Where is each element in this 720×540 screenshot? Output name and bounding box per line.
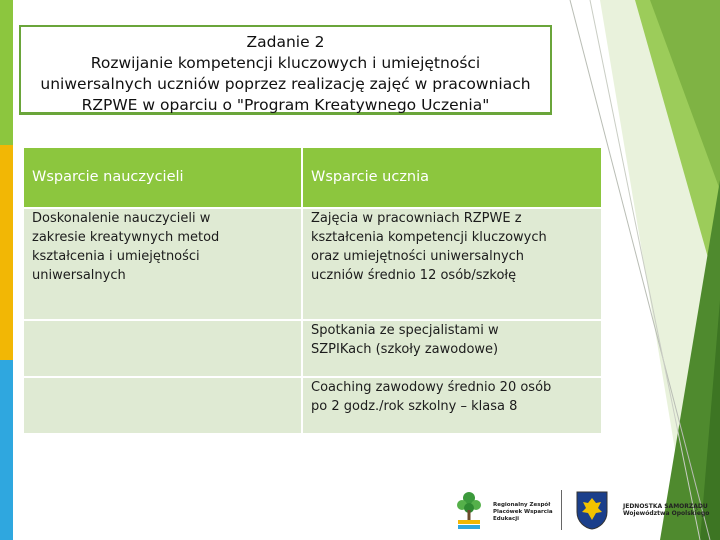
title-line-2: Rozwijanie kompetencji kluczowych i umiejętności — [90, 54, 481, 72]
cell-line: po 2 godz./rok szkolny – klasa 8 — [311, 399, 518, 414]
cell-line: Spotkania ze specjalistami w — [311, 323, 499, 338]
table-header-row — [24, 148, 601, 207]
title-line-1: Zadanie 2 — [246, 33, 325, 51]
cell-line: Coaching zawodowy średnio 20 osób — [311, 380, 552, 395]
support-table — [22, 146, 603, 435]
opolskie-logo-text — [623, 503, 709, 517]
logo-text-line: Placówek Wsparcia — [493, 509, 553, 515]
cell-line: uniwersalnych — [32, 268, 126, 283]
strip-blue-segment — [0, 360, 13, 540]
empty-cell — [24, 321, 301, 376]
cell-line: oraz umiejętności uniwersalnych — [311, 249, 525, 264]
coat-of-arms-icon — [575, 490, 609, 530]
table-row — [24, 378, 601, 433]
strip-green-segment — [0, 0, 13, 145]
cell-line: kształcenia i umiejętności — [32, 249, 200, 264]
header-student-support: Wsparcie ucznia — [303, 148, 601, 207]
table-row — [24, 321, 601, 376]
logo-text-line: JEDNOSTKA SAMORZĄDU — [623, 503, 708, 510]
teacher-training-cell — [24, 209, 301, 319]
empty-cell — [24, 378, 301, 433]
logo-text-line: Regionalny Zespół — [493, 502, 551, 508]
title-line-3: uniwersalnych uczniów poprzez realizację zajęć w pracowniach — [40, 75, 531, 93]
rzpwe-logo-text — [493, 502, 553, 523]
cell-line: SZPIKach (szkoły zawodowe) — [311, 342, 499, 357]
career-coaching-cell — [303, 378, 601, 433]
logo-text-line: Województwa Opolskiego — [623, 510, 710, 517]
title-line-4: RZPWE w oparciu o "Program Kreatywnego Uczenia" — [81, 96, 490, 114]
tree-logo-icon — [455, 490, 483, 530]
cell-line: zakresie kreatywnych metod — [32, 230, 220, 245]
logo-text-line: Edukacji — [493, 516, 520, 522]
cell-line: kształcenia kompetencji kluczowych — [311, 230, 547, 245]
table-row — [24, 209, 601, 319]
cell-line: Doskonalenie nauczycieli w — [32, 211, 211, 226]
workshop-classes-cell — [303, 209, 601, 319]
cell-line: uczniów średnio 12 osób/szkołę — [311, 268, 517, 283]
logo-divider — [561, 490, 562, 530]
cell-line: Zajęcia w pracowniach RZPWE z — [311, 211, 522, 226]
specialist-meetings-cell — [303, 321, 601, 376]
task-title-box — [19, 25, 552, 115]
footer-logos — [455, 488, 720, 532]
strip-yellow-segment — [0, 145, 13, 360]
header-teacher-support: Wsparcie nauczycieli — [24, 148, 301, 207]
left-accent-strip — [0, 0, 13, 540]
